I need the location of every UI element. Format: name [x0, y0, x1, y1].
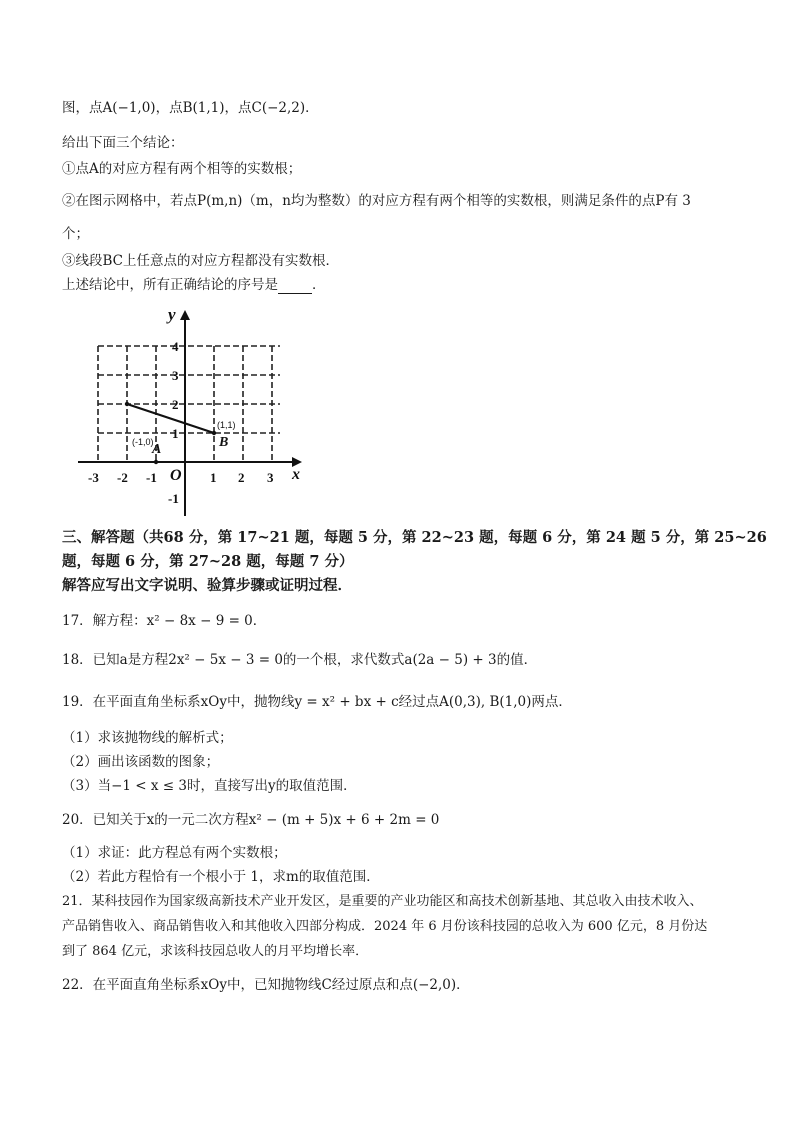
y-tick-neg1: -1 — [168, 491, 179, 506]
question-20-part-1: （1）求证：此方程总有两个实数根； — [62, 845, 287, 861]
y-axis-arrow — [180, 310, 190, 320]
x-tick-1: 1 — [210, 470, 217, 485]
y-axis-label: y — [168, 305, 176, 324]
point-b — [212, 431, 216, 435]
question-text: 上述结论中，所有正确结论的序号是 — [62, 277, 278, 293]
question-21-line-3: 到了 864 亿元，求该科技园总收人的月平均增长率． — [62, 944, 369, 959]
question-21-line-1: 21．某科技园作为国家级高新技术产业开发区，是重要的产业功能区和高技术创新基地、其总收入由技术收入、 — [62, 894, 703, 909]
y-tick-2: 2 — [172, 397, 179, 412]
point-a — [154, 460, 158, 464]
label-a: A — [152, 442, 162, 457]
conclusions-intro: 给出下面三个结论： — [62, 135, 184, 151]
conclusion-2-line-1: ②在图示网格中，若点P(m,n)（m，n均为整数）的对应方程有两个相等的实数根，则满足条件的点P有 3 — [62, 193, 691, 209]
question-21-line-2: 产品销售收入、商品销售收入和其他收入四部分构成．2024 年 6 月份该科技园的总收入为 600 亿元，8 月份达 — [62, 919, 708, 934]
segment-bc — [127, 404, 214, 433]
section-note: 解答应写出文字说明、验算步骤或证明过程． — [62, 577, 352, 594]
point-c — [125, 402, 129, 406]
question-22: 22．在平面直角坐标系xOy中，已知抛物线C经过原点和点(−2,0)． — [62, 977, 470, 993]
x-axis-label: x — [292, 466, 300, 483]
question-19-part-1: （1）求该抛物线的解析式； — [62, 730, 233, 746]
conclusion-1: ①点A的对应方程有两个相等的实数根； — [62, 161, 302, 177]
label-a-coord: (-1,0) — [132, 437, 154, 447]
section-title-line-1: 三、解答题（共68 分，第 17~21 题，每题 5 分，第 22~23 题，每题 6 分，第 24 题 5 分，第 25~26 — [62, 529, 767, 546]
y-tick-3: 3 — [172, 368, 179, 383]
x-tick-3: 3 — [267, 470, 274, 485]
conclusion-2-line-2: 个； — [62, 226, 89, 242]
x-tick-neg2: -2 — [117, 470, 128, 485]
section-title-line-2: 题，每题 6 分，第 27~28 题，每题 7 分） — [62, 553, 354, 570]
question-20-part-2: （2）若此方程恰有一个根小于 1，求m的取值范围． — [62, 869, 380, 885]
top-line: 图，点A(−1,0)，点B(1,1)，点C(−2,2)． — [62, 100, 319, 116]
question-19-part-2: （2）画出该函数的图象； — [62, 754, 220, 770]
question-19: 19．在平面直角坐标系xOy中，抛物线y = x² + bx + c经过点A(0,3), B(1,0)两点． — [62, 694, 572, 710]
origin-label: O — [170, 467, 182, 484]
question-20: 20．已知关于x的一元二次方程x² − (m + 5)x + 6 + 2m = 0 — [62, 812, 440, 828]
coordinate-grid-figure — [70, 302, 310, 524]
question-18: 18．已知a是方程2x² − 5x − 3 = 0的一个根，求代数式a(2a − 5) + 3的值． — [62, 652, 538, 668]
question-line — [62, 276, 326, 294]
label-b-coord: (1,1) — [217, 420, 236, 430]
y-tick-4: 4 — [172, 339, 179, 354]
x-tick-neg1: -1 — [146, 470, 157, 485]
conclusion-3: ③线段BC上任意点的对应方程都没有实数根． — [62, 253, 339, 269]
label-b: B — [219, 435, 229, 450]
question-17: 17．解方程：x² − 8x − 9 = 0． — [62, 613, 267, 629]
answer-blank — [278, 279, 312, 294]
x-tick-2: 2 — [238, 470, 245, 485]
question-end: ． — [312, 277, 326, 293]
x-tick-neg3: -3 — [88, 470, 99, 485]
question-19-part-3: （3）当−1 < x ≤ 3时，直接写出y的取值范围． — [62, 778, 357, 794]
y-tick-1: 1 — [172, 426, 179, 441]
